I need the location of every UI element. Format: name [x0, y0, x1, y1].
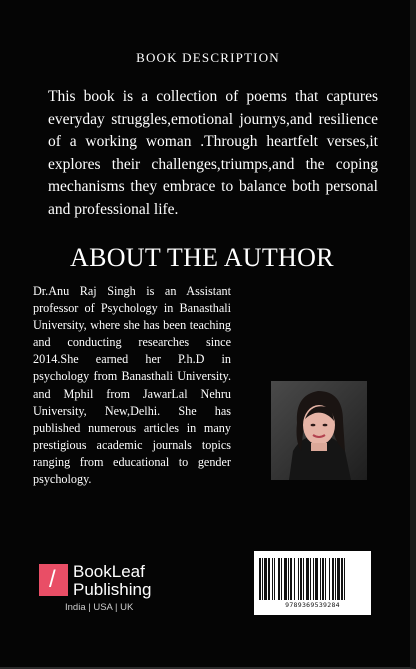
- isbn-number: 9789369539284: [285, 601, 340, 609]
- book-description-text: This book is a collection of poems that captures everyday struggles,emotional journys,and resilience of a working woman .Through heartfelt verses,it explores their challenges,triumps,and the coping mechanisms they embrace to balance both personal and professional life.: [48, 88, 378, 218]
- barcode-bar: [298, 558, 299, 600]
- barcode-bar: [288, 558, 289, 600]
- barcode-bar: [274, 558, 275, 600]
- barcode-bar: [268, 558, 270, 600]
- publisher-name-line2: Publishing: [73, 580, 152, 599]
- barcode-bar: [329, 558, 330, 600]
- barcode-bar: [322, 558, 324, 600]
- book-description-heading: BOOK DESCRIPTION: [136, 50, 280, 65]
- barcode-bar: [264, 558, 267, 600]
- barcode-bar: [320, 558, 321, 600]
- about-author-heading: ABOUT THE AUTHOR: [70, 243, 334, 272]
- barcode-bar: [284, 558, 287, 600]
- author-photo: [271, 381, 367, 480]
- publisher-name-line1: BookLeaf: [73, 562, 145, 581]
- barcode-bar: [310, 558, 311, 600]
- barcode-bar: [325, 558, 326, 600]
- logo-glyph: /: [49, 566, 56, 593]
- barcode-bar: [337, 558, 340, 600]
- author-bio: Dr.Anu Raj Singh is an Assistant professor of Psychology in Banasthali University, where she has been teaching and conducting researches since 2014.She earned her P.h.D in psychology from Banasthali University. and Mphil from JawarLal Nehru University, New,Delhi. She has published numerous articles in many prestigious academic journals topics ranging from educational to gender psychology.: [33, 284, 231, 487]
- barcode-bar: [332, 558, 334, 600]
- barcode-bar: [278, 558, 280, 600]
- barcode-bar: [300, 558, 302, 600]
- barcode-bar: [313, 558, 314, 600]
- barcode-bar: [306, 558, 309, 600]
- barcode-bars: [259, 558, 366, 600]
- isbn-barcode: [254, 551, 371, 615]
- barcode-bar: [272, 558, 273, 600]
- barcode-bar: [259, 558, 261, 600]
- barcode-bar: [294, 558, 295, 600]
- barcode-bar: [262, 558, 263, 600]
- barcode-bar: [341, 558, 343, 600]
- bookleaf-logo-icon: [39, 564, 68, 596]
- barcode-bar: [303, 558, 304, 600]
- publisher-regions: India | USA | UK: [65, 602, 134, 613]
- barcode-bar: [315, 558, 318, 600]
- barcode-bar: [344, 558, 345, 600]
- barcode-bar: [335, 558, 336, 600]
- barcode-bar: [290, 558, 292, 600]
- barcode-bar: [281, 558, 282, 600]
